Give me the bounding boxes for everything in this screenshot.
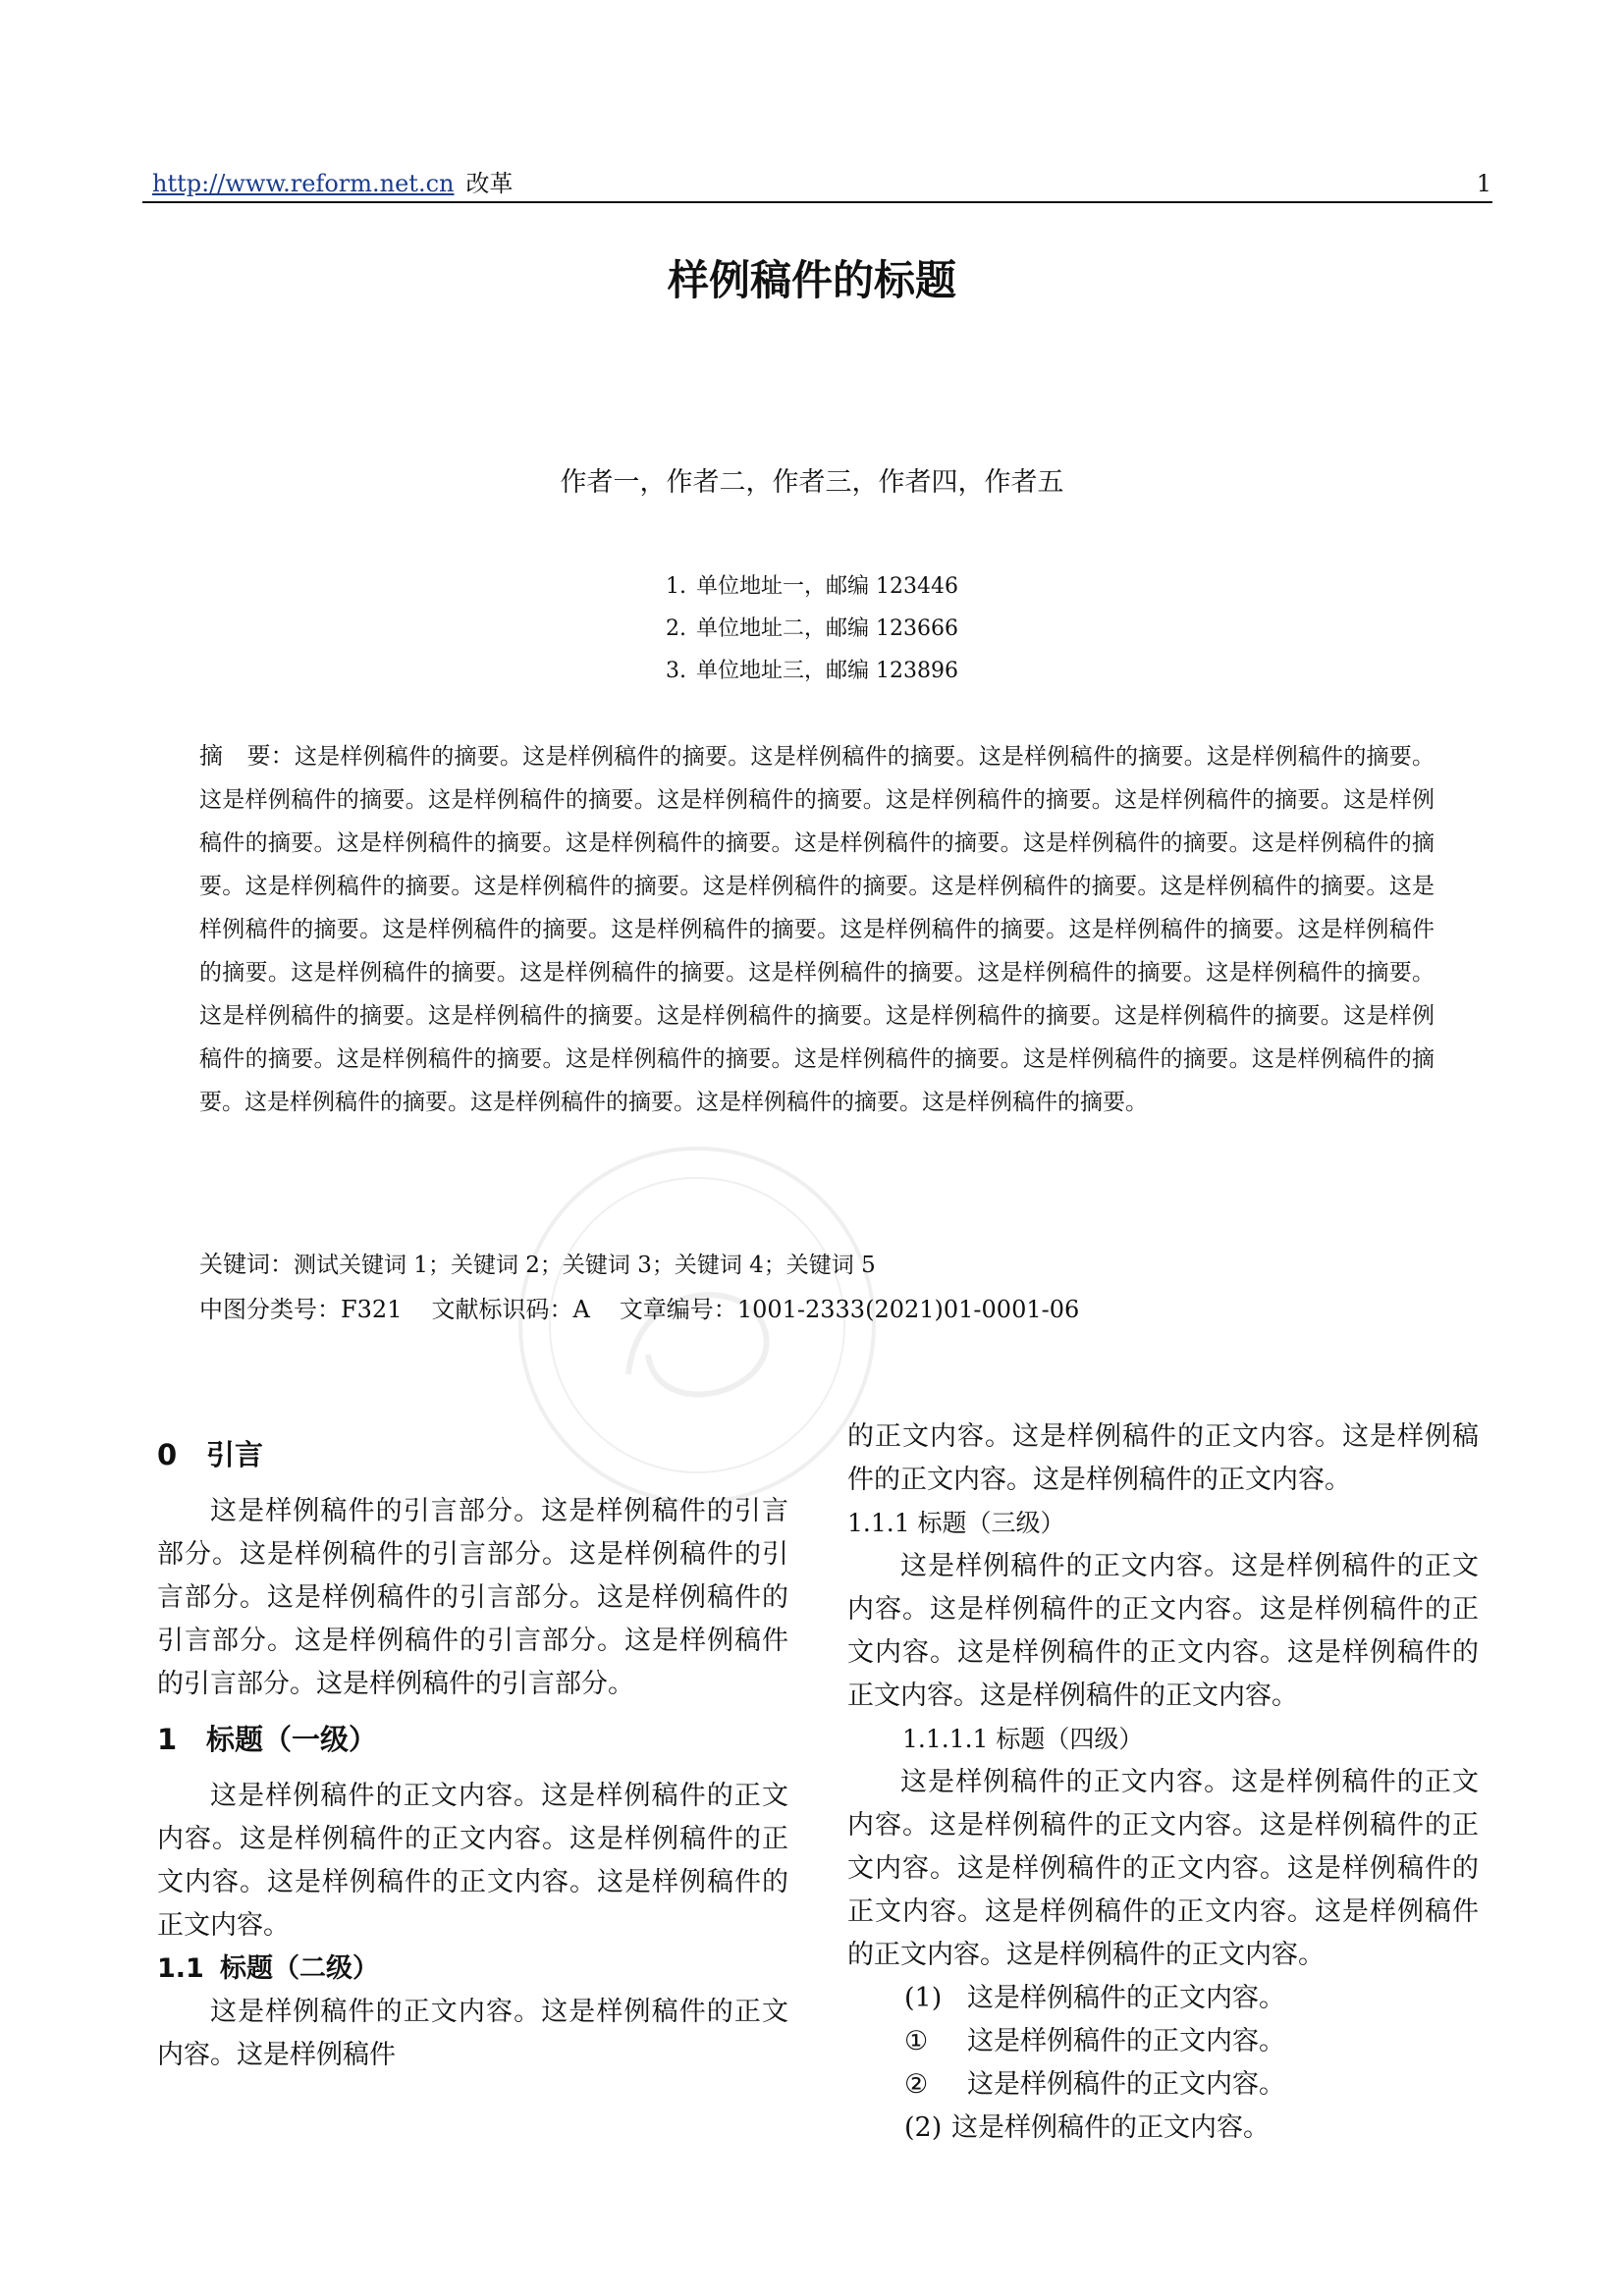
abstract-label: 摘 要： [199, 742, 295, 770]
author-list: 作者一，作者二，作者三，作者四，作者五 [560, 467, 1064, 498]
left-column [157, 1433, 788, 2077]
affiliation-list [0, 565, 1624, 692]
section-heading: 1 标题（一级） [157, 1723, 378, 1756]
article-number-value: 1001-2333(2021)01-0001-06 [736, 1296, 1080, 1323]
paper-title: 样例稿件的标题 [667, 256, 956, 304]
list-item: ② 这是样例稿件的正文内容。 [904, 2069, 1285, 2100]
clc-label: 中图分类号： [199, 1296, 341, 1323]
affiliation-item: 1. 单位地址一，邮编 123446 [666, 574, 958, 599]
doc-code-label: 文献标识码： [431, 1296, 573, 1323]
journal-url-link[interactable]: http://www.reform.net.cn [152, 170, 455, 197]
keywords-label: 关键词： [199, 1251, 294, 1278]
clc-value: F321 [341, 1296, 403, 1323]
list-item: (1) 这是样例稿件的正文内容。 [904, 1983, 1285, 2013]
doc-code-value: A [572, 1296, 590, 1323]
body-paragraph: 这是样例稿件的正文内容。这是样例稿件的正文内容。这是样例稿件的正文内容。这是样例稿件的正文内容。这是样例稿件的正文内容。这是样例稿件的正文内容。这是样例稿件的正文内容。 [847, 1551, 1479, 1711]
list-item: (2) 这是样例稿件的正文内容。 [904, 2112, 1270, 2143]
level4-heading: 1.1.1.1 标题（四级） [902, 1725, 1144, 1753]
right-column [847, 1415, 1479, 2150]
body-paragraph: 这是样例稿件的正文内容。这是样例稿件的正文内容。这是样例稿件 [157, 1997, 788, 2070]
header-rule [142, 201, 1492, 203]
keywords-text: 测试关键词 1；关键词 2；关键词 3；关键词 4；关键词 5 [294, 1253, 876, 1278]
running-header [152, 169, 513, 198]
article-number-label: 文章编号： [619, 1296, 737, 1323]
list-item: ① 这是样例稿件的正文内容。 [904, 2026, 1285, 2056]
section-heading: 0 引言 [157, 1438, 264, 1471]
body-paragraph-continued: 的正文内容。这是样例稿件的正文内容。这是样例稿件的正文内容。这是样例稿件的正文内容。 [847, 1421, 1479, 1495]
abstract-text: 这是样例稿件的摘要。这是样例稿件的摘要。这是样例稿件的摘要。这是样例稿件的摘要。这是样例稿件的摘要。这是样例稿件的摘要。这是样例稿件的摘要。这是样例稿件的摘要。这是样例稿件的摘要。这是样例稿件的摘要。这是样例稿件的摘要。这是样例稿件的摘要。这是样例稿件的摘要。这是样例稿件的摘要。这是样例稿件的摘要。这是样例稿件的摘要。这是样例稿件的摘要。这是样例稿件的摘要。这是样例稿件的摘要。这是样例稿件的摘要。这是样例稿件的摘要。这是样例稿件的摘要。这是样例稿件的摘要。这是样例稿件的摘要。这是样例稿件的摘要。这是样例稿件的摘要。这是样例稿件的摘要。这是样例稿件的摘要。这是样例稿件的摘要。这是样例稿件的摘要。这是样例稿件的摘要。这是样例稿件的摘要。这是样例稿件的摘要。这是样例稿件的摘要。这是样例稿件的摘要。这是样例稿件的摘要。这是样例稿件的摘要。这是样例稿件的摘要。这是样例稿件的摘要。这是样例稿件的摘要。这是样例稿件的摘要。这是样例稿件的摘要。这是样例稿件的摘要。这是样例稿件的摘要。这是样例稿件的摘要。这是样例稿件的摘要。这是样例稿件的摘要。 [199, 744, 1435, 1115]
intro-paragraph: 这是样例稿件的引言部分。这是样例稿件的引言部分。这是样例稿件的引言部分。这是样例稿件的引言部分。这是样例稿件的引言部分。这是样例稿件的引言部分。这是样例稿件的引言部分。这是样例稿件的引言部分。这是样例稿件的引言部分。 [157, 1496, 788, 1699]
body-paragraph: 这是样例稿件的正文内容。这是样例稿件的正文内容。这是样例稿件的正文内容。这是样例稿件的正文内容。这是样例稿件的正文内容。这是样例稿件的正文内容。 [157, 1781, 788, 1941]
page-number: 1 [1476, 170, 1491, 197]
abstract [199, 734, 1435, 1124]
journal-name: 改革 [465, 170, 514, 197]
affiliation-item: 3. 单位地址三，邮编 123896 [666, 659, 958, 683]
subsection-heading: 1.1 标题（二级） [157, 1953, 379, 1984]
affiliation-item: 2. 单位地址二，邮编 123666 [666, 616, 958, 641]
subsubsection-heading: 1.1.1 标题（三级） [847, 1509, 1065, 1537]
body-paragraph: 这是样例稿件的正文内容。这是样例稿件的正文内容。这是样例稿件的正文内容。这是样例稿件的正文内容。这是样例稿件的正文内容。这是样例稿件的正文内容。这是样例稿件的正文内容。这是样例稿件的正文内容。这是样例稿件的正文内容。 [847, 1767, 1479, 1970]
